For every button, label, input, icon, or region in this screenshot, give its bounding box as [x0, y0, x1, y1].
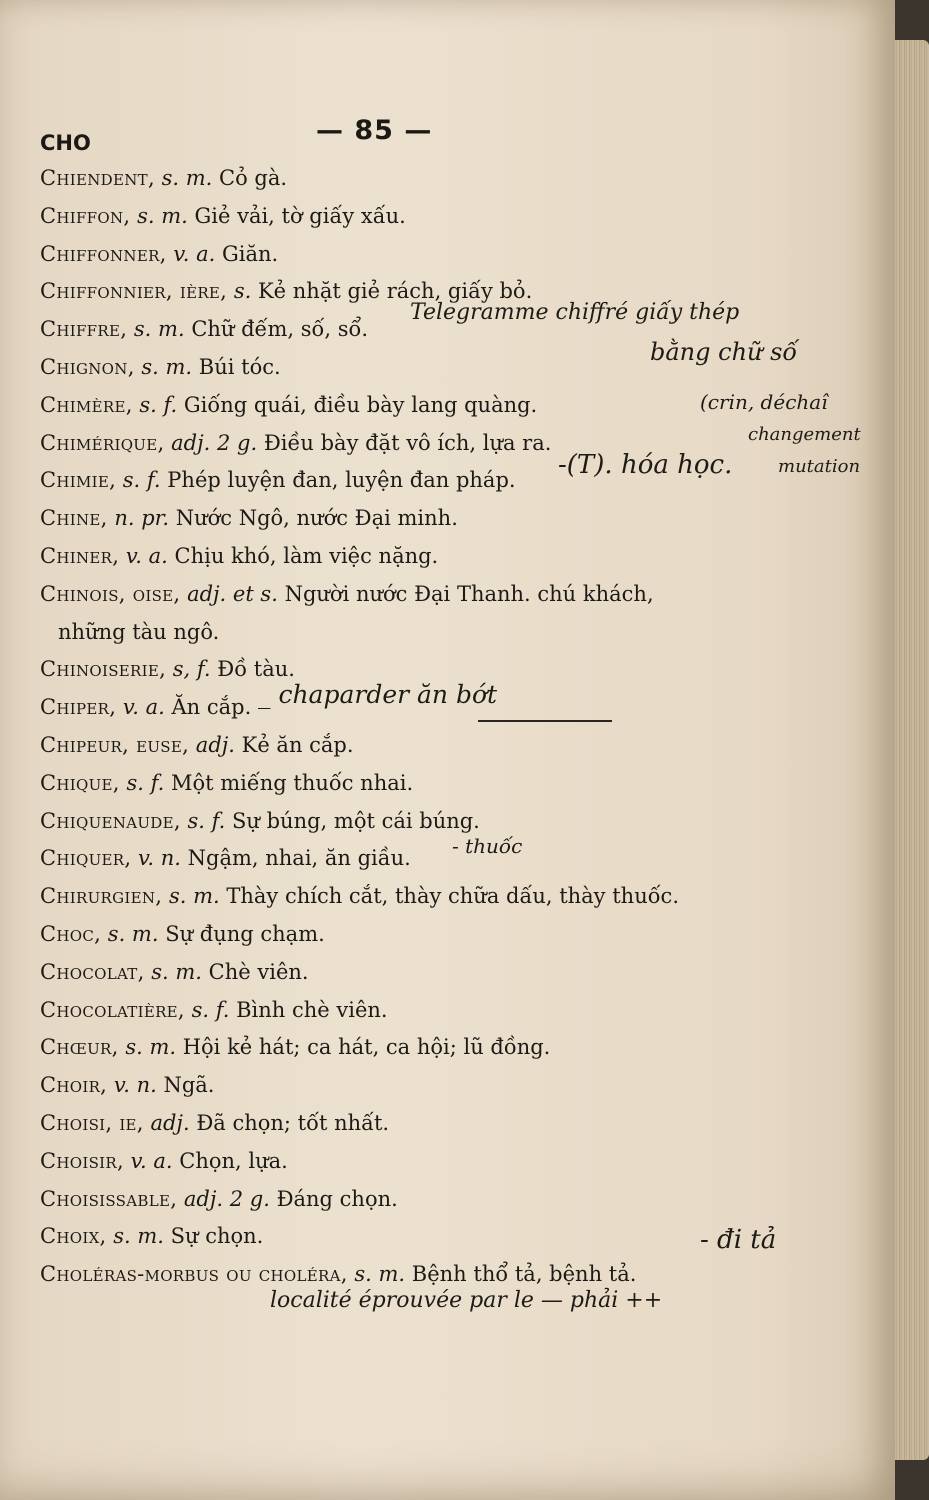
- dictionary-entry: [40, 992, 740, 1030]
- entry-grammar: v. a.: [173, 241, 216, 266]
- entry-headword: Chiffonner,: [40, 241, 167, 266]
- dictionary-entry: [40, 1067, 740, 1105]
- page-number: — 85 —: [316, 115, 433, 146]
- entry-headword: Choléras-morbus ou choléra,: [40, 1262, 348, 1287]
- entry-definition: Hội kẻ hát; ca hát, ca hội; lũ đồng.: [182, 1035, 551, 1060]
- page-header: [40, 115, 840, 155]
- handwritten-note-chimie-2: mutation: [778, 456, 861, 477]
- entry-definition: Điều bày đặt vô ích, lựa ra.: [263, 430, 552, 455]
- entry-headword: Chinois, oise,: [40, 581, 181, 606]
- entry-headword: Choc,: [40, 921, 102, 946]
- entry-definition: Sự búng, một cái búng.: [232, 808, 480, 833]
- entry-continuation: những tàu ngô.: [58, 619, 220, 644]
- dictionary-entry: [40, 1181, 740, 1219]
- entry-grammar: s. m.: [133, 317, 185, 342]
- entry-headword: Chirurgien,: [40, 884, 163, 909]
- dictionary-entry: [40, 160, 740, 198]
- handwritten-note-chiper: _ chaparder ăn bớt: [258, 680, 498, 709]
- entry-grammar: n. pr.: [114, 506, 170, 531]
- entry-definition: Giăn.: [221, 241, 279, 266]
- entry-grammar: s. m.: [161, 166, 213, 190]
- handwritten-note-chimere: (crin, déchaî: [700, 390, 828, 414]
- entry-headword: Chiner,: [40, 543, 120, 568]
- handwritten-note-chimie-1: changement: [748, 424, 861, 445]
- entry-headword: Chiquenaude,: [40, 808, 181, 833]
- handwritten-note-chiquer: - thuốc: [452, 834, 523, 858]
- entry-definition: Đã chọn; tốt nhất.: [196, 1110, 390, 1135]
- entry-definition: Giống quái, điều bày lang quàng.: [183, 392, 538, 417]
- dictionary-entry: [40, 1105, 740, 1143]
- entry-headword: Chœur,: [40, 1035, 119, 1060]
- entry-headword: Chocolat,: [40, 959, 145, 984]
- entry-grammar: adj. 2 g.: [171, 430, 258, 455]
- entry-definition: Đáng chọn.: [276, 1186, 398, 1211]
- entry-headword: Chocolatière,: [40, 997, 185, 1022]
- entry-grammar: adj. et s.: [187, 581, 278, 606]
- dictionary-entry: [40, 1029, 740, 1067]
- entry-definition: Ngậm, nhai, ăn giầu.: [187, 846, 411, 871]
- entry-grammar: s. m.: [141, 354, 193, 379]
- entry-grammar: s. m.: [137, 203, 188, 228]
- entry-definition: Đồ tàu.: [217, 657, 295, 682]
- entry-headword: Chiffre,: [40, 317, 128, 342]
- entry-headword: Chiffonnier, ière,: [40, 279, 228, 304]
- dictionary-entry: [40, 576, 740, 614]
- dictionary-entry: [40, 198, 740, 236]
- entry-definition: Chè viên.: [208, 959, 309, 984]
- dictionary-entry: [40, 500, 740, 538]
- entry-grammar: s. f.: [191, 997, 230, 1022]
- entry-grammar: v. a.: [122, 695, 165, 720]
- dictionary-entry: [40, 1218, 740, 1256]
- entry-definition: Chịu khó, làm việc nặng.: [174, 543, 439, 568]
- dictionary-entry: [40, 1143, 740, 1181]
- entry-definition: Chọn, lựa.: [179, 1148, 288, 1173]
- entry-definition: Nước Ngô, nước Đại minh.: [175, 506, 458, 531]
- dictionary-entry: [40, 954, 740, 992]
- handwritten-note-cholera-2: localité éprouvée par le — phải ++: [270, 1288, 663, 1313]
- entry-grammar: adj. 2 g.: [183, 1186, 270, 1211]
- entry-grammar: s. m.: [354, 1262, 406, 1287]
- entry-definition: Phép luyện đan, luyện đan pháp.: [167, 468, 516, 493]
- entry-grammar: s. m.: [125, 1035, 177, 1060]
- handwritten-underline: [478, 720, 612, 722]
- dictionary-entry: [40, 916, 740, 954]
- entry-definition: Bình chè viên.: [236, 997, 388, 1022]
- entry-grammar: adj.: [150, 1110, 190, 1135]
- dictionary-entry: [40, 727, 740, 765]
- dictionary-entry: [40, 614, 740, 652]
- running-head: CHO: [40, 131, 91, 155]
- entry-definition: Cỏ gà.: [219, 166, 288, 190]
- entry-headword: Choisi, ie,: [40, 1110, 144, 1135]
- entry-definition: Người nước Đại Thanh. chú khách,: [284, 581, 654, 606]
- entry-grammar: v. a.: [125, 543, 168, 568]
- entry-grammar: s. m.: [107, 921, 159, 946]
- entry-headword: Chinoiserie,: [40, 657, 167, 682]
- entry-definition: Kẻ nhặt giẻ rách, giấy bỏ.: [257, 279, 533, 304]
- entry-headword: Chine,: [40, 506, 108, 531]
- entry-definition: Ăn cắp.: [171, 695, 252, 720]
- dictionary-entry: [40, 840, 740, 878]
- dictionary-entries: [40, 160, 740, 1294]
- entry-grammar: s. f.: [139, 392, 178, 417]
- entry-definition: Bệnh thổ tả, bệnh tả.: [411, 1262, 637, 1287]
- entry-grammar: s. m.: [168, 884, 220, 909]
- entry-definition: Sự chọn.: [170, 1224, 264, 1249]
- entry-grammar: s.: [233, 279, 252, 304]
- dictionary-entry: [40, 803, 740, 841]
- entry-definition: Giẻ vải, tờ giấy xấu.: [194, 203, 406, 228]
- entry-headword: Chimère,: [40, 392, 133, 417]
- dictionary-entry: [40, 236, 740, 274]
- entry-headword: Choisir,: [40, 1148, 124, 1173]
- entry-definition: Kẻ ăn cắp.: [241, 732, 354, 757]
- handwritten-note-cholera-1: - đi tả: [700, 1225, 777, 1255]
- entry-headword: Choix,: [40, 1224, 107, 1249]
- entry-grammar: s, f.: [172, 657, 211, 682]
- entry-headword: Chiffon,: [40, 203, 131, 228]
- entry-headword: Chique,: [40, 770, 120, 795]
- entry-grammar: v. a.: [130, 1148, 173, 1173]
- handwritten-note-chiffre-1: Telegramme chiffré giấy thép: [410, 300, 740, 325]
- entry-definition: Búi tóc.: [198, 354, 281, 379]
- handwritten-note-chiffre-2: bằng chữ số: [650, 338, 798, 366]
- entry-headword: Chiendent,: [40, 166, 155, 190]
- dictionary-entry: [40, 878, 740, 916]
- entry-grammar: s. f.: [122, 468, 161, 493]
- entry-headword: Chimie,: [40, 468, 117, 493]
- entry-grammar: s. f.: [187, 808, 226, 833]
- entry-headword: Chiper,: [40, 695, 117, 720]
- dictionary-entry: [40, 765, 740, 803]
- entry-grammar: v. n.: [113, 1073, 157, 1098]
- entry-grammar: s. m.: [113, 1224, 164, 1249]
- entry-headword: Choir,: [40, 1073, 108, 1098]
- entry-headword: Chignon,: [40, 354, 135, 379]
- entry-definition: Một miếng thuốc nhai.: [170, 770, 414, 795]
- entry-grammar: adj.: [195, 732, 235, 757]
- entry-definition: Thày chích cắt, thày chữa dấu, thày thuốc.: [226, 884, 679, 909]
- entry-headword: Chimérique,: [40, 430, 165, 455]
- entry-grammar: v. n.: [138, 846, 181, 871]
- entry-grammar: s. m.: [151, 959, 202, 984]
- entry-grammar: s. f.: [126, 770, 165, 795]
- handwritten-note-chimie-3: -(T). hóa học.: [558, 450, 733, 480]
- page-edges: [895, 40, 929, 1460]
- entry-definition: Chữ đếm, số, sổ.: [191, 317, 369, 342]
- dictionary-entry: [40, 538, 740, 576]
- entry-headword: Chipeur, euse,: [40, 732, 190, 757]
- entry-headword: Chiquer,: [40, 846, 132, 871]
- entry-headword: Choisissable,: [40, 1186, 178, 1211]
- entry-definition: Sự đụng chạm.: [165, 921, 325, 946]
- dictionary-entry: [40, 349, 740, 387]
- entry-definition: Ngã.: [163, 1073, 215, 1098]
- dictionary-entry: [40, 387, 740, 425]
